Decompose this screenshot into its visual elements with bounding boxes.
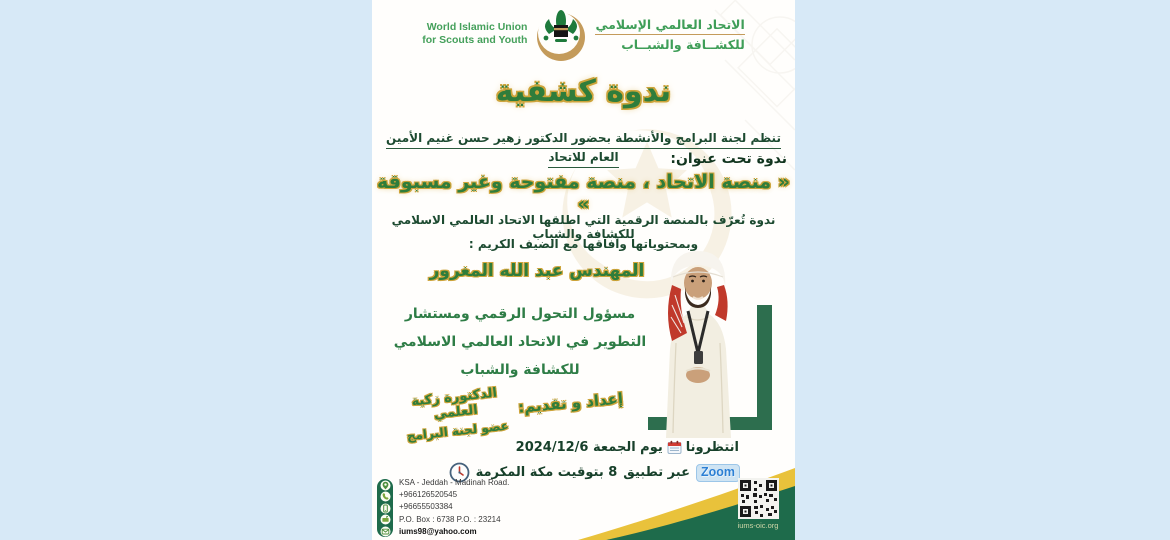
waiting-text: انتظرونا bbox=[685, 440, 739, 455]
scout-emblem-icon bbox=[533, 6, 589, 62]
guest-role: مسؤول التحول الرقمي ومستشار التطوير في الاتحاد العالمي الاسلامي للكشافة والشباب bbox=[393, 306, 647, 378]
presenter-name: الدكتورة زكية العلمي bbox=[410, 385, 498, 423]
contact-icon-strip bbox=[377, 479, 393, 537]
contact-address: KSA - Jeddah - Madinah Road. bbox=[399, 478, 510, 487]
seminar-quote: « منصة الاتحاد ، منصة مفتوحة وغير مسبوقة » bbox=[376, 171, 791, 215]
qr-code bbox=[738, 478, 779, 519]
po-box-icon bbox=[380, 514, 391, 525]
contact-email: iums98@yahoo.com bbox=[399, 526, 477, 536]
presenter-label: إعداد و تقديم: bbox=[517, 389, 624, 417]
flyer bbox=[372, 0, 795, 540]
guest-portrait bbox=[642, 243, 754, 438]
page-title: ندوة كشفية bbox=[495, 74, 672, 109]
mobile-icon bbox=[380, 503, 391, 514]
contact-phone-1: +966126520545 bbox=[399, 490, 458, 500]
guest-photo bbox=[640, 243, 785, 438]
description-line-1: ندوة تُعرّف بالمنصة الرقمية التي اطلقها الاتحاد العالمي الاسلامي للكشافة والشباب bbox=[391, 213, 776, 241]
contact-lines bbox=[399, 477, 549, 538]
logo-divider bbox=[595, 34, 744, 35]
description-line-2: وبمحتوياتها وآفاقها مع الضيف الكريم : bbox=[468, 237, 699, 251]
logo-arabic-text: الاتحاد العالمي الإسلامي للكشــافة والشبــاب bbox=[595, 16, 745, 52]
via-text: عبر تطبيق bbox=[623, 465, 690, 480]
contact-phone-2: +96655503384 bbox=[399, 502, 453, 512]
phone-icon bbox=[380, 491, 391, 502]
location-pin-icon bbox=[380, 480, 391, 491]
presenter-block bbox=[388, 383, 524, 445]
email-icon bbox=[380, 526, 391, 537]
website-url: iums-oic.org bbox=[737, 521, 779, 530]
logo-english-text: World Islamic Union for Scouts and Youth bbox=[422, 21, 528, 46]
guest-name: المهندس عبد الله المغرور bbox=[429, 261, 645, 281]
date-text: يوم الجمعة 2024/12/6 bbox=[515, 440, 663, 455]
time-text: 8 بتوقيت مكة المكرمة bbox=[475, 465, 618, 480]
organizer-line: تنظم لجنة البرامج والأنشطة بحضور الدكتور زهير حسن غنيم الأمين العام للاتحاد bbox=[372, 127, 795, 165]
contact-po-box: P.O. Box : 6738 P.O. : 23214 bbox=[399, 514, 501, 524]
zoom-logo: Zoom bbox=[696, 464, 740, 482]
photo-frame-vertical bbox=[757, 305, 772, 430]
subtitle-label: ندوة تحت عنوان: bbox=[670, 151, 787, 167]
presenter-role: عضو لجنة البرامج bbox=[406, 418, 510, 444]
header-logo bbox=[372, 6, 795, 62]
